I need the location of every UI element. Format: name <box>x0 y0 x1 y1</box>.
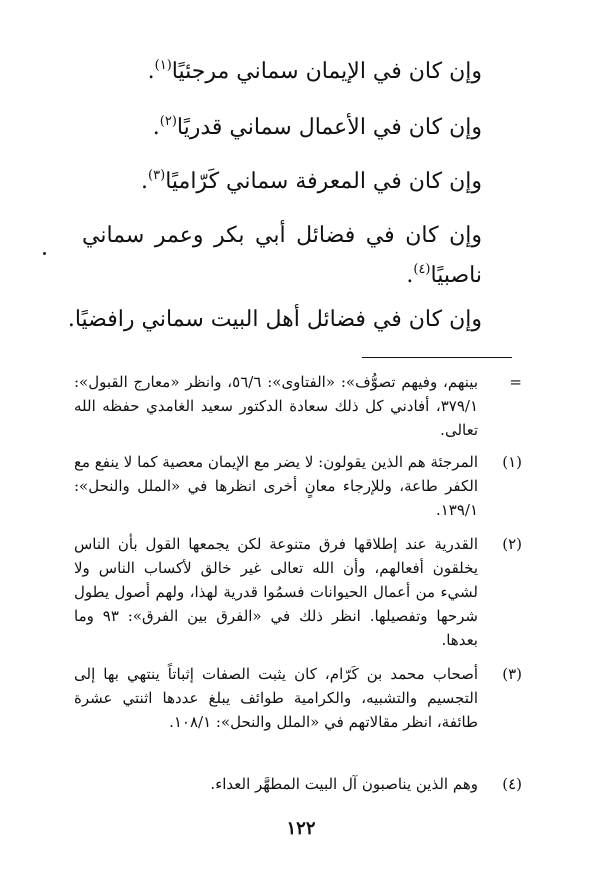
footnote-ref: (١) <box>154 58 172 73</box>
line-text: وإن كان في فضائل أبي بكر وعمر سماني ناصبيًا <box>82 223 482 288</box>
footnote-separator <box>362 357 512 358</box>
footnote-text: وهم الذين يناصبون آل البيت المطهَّر العداء. <box>210 775 478 793</box>
footnote-number: (٣) <box>502 665 522 683</box>
main-text-line-3 <box>141 167 482 197</box>
footnote-text: القدرية عند إطلاقها فرق متنوعة لكن يجمعها القول بأن الناس يخلقون أفعالهم، وأن الله تعالى غير خالق لأكساب الناس ولا لشيء من أعمال الحيوانات فسمُوا قدرية لهذا، ولهم أصول يطول شرحها وتفصيلها. انظر ذلك في «الفرق بين الفرق»: ٩٣ وما بعدها. <box>74 535 478 649</box>
period: . <box>152 115 160 140</box>
main-text-line-1 <box>148 57 482 87</box>
footnote-ref: (٢) <box>159 114 177 129</box>
line-text: وإن كان في المعرفة سماني كَرّاميًا <box>165 169 482 194</box>
footnote-number: (٢) <box>502 535 522 553</box>
line-text: وإن كان في فضائل أهل البيت سماني رافضيًا. <box>67 307 482 332</box>
footnote-ref: (٤) <box>413 262 431 277</box>
footnote-number: (١) <box>502 453 522 471</box>
main-text-line-2 <box>153 113 482 143</box>
period: . <box>406 263 414 288</box>
page-number: ١٢٢ <box>286 818 316 839</box>
footnote-text: أصحاب محمد بن كَرّام، كان يثبت الصفات إثباتاً ينتهي بها إلى التجسيم والتشبيه، والكرامية طوائف يبلغ عددها اثنتي عشرة طائفة، انظر مقالاتهم في «الملل والنحل»: ١٠٨/١. <box>74 665 478 731</box>
footnote-ref: (٣) <box>148 168 166 183</box>
continuation-marker: = <box>509 373 522 391</box>
line-text: وإن كان في الأعمال سماني قدريًا <box>176 115 482 140</box>
main-text-line-5 <box>68 305 482 335</box>
period: . <box>147 59 155 84</box>
footnote-number: (٤) <box>502 775 522 793</box>
footnote-continuation: بينهم، وفيهم تصوُّف»: «الفتاوى»: ٥٦/٦، وانظر «معارج القبول»: ٣٧٩/١، أفادني كل ذلك سعادة الدكتور سعيد الغامدي حفظه الله تعالى. <box>74 373 478 439</box>
period: . <box>141 169 149 194</box>
footnote-text: المرجئة هم الذين يقولون: لا يضر مع الإيمان معصية كما لا ينفع مع الكفر طاعة، وللإرجاء معانٍ أخرى انظرها في «الملل والنحل»: ١٣٩/١. <box>73 453 478 519</box>
main-text-line-4 <box>82 216 482 296</box>
line-text: وإن كان في الإيمان سماني مرجئيًا <box>171 59 482 84</box>
margin-dot <box>43 252 46 255</box>
